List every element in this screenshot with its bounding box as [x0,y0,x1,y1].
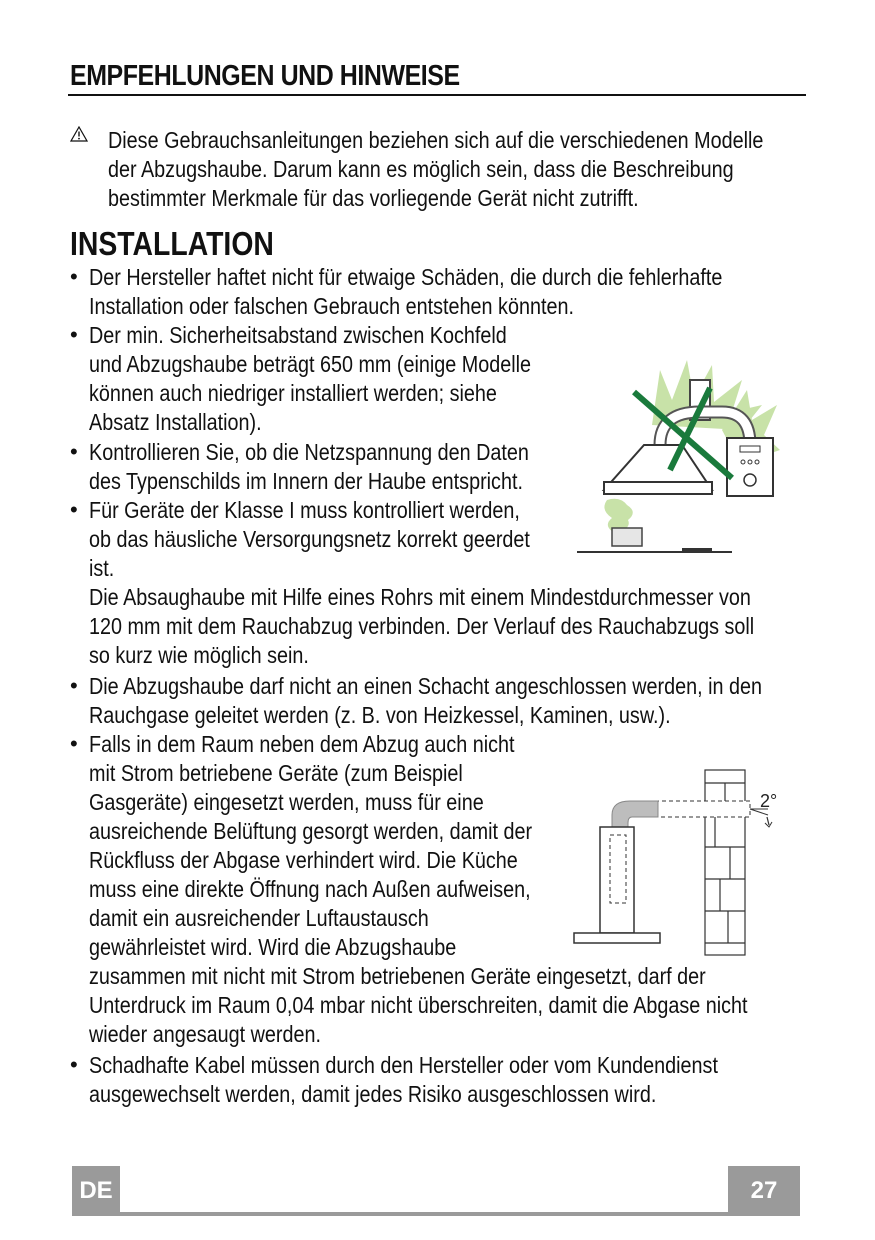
text-line: Absatz Installation). [89,409,262,435]
text-line: Rauchgase geleitet werden (z. B. von Heizkessel, Kaminen, usw.). [89,702,671,728]
bullet-marker: • [70,439,78,464]
text-line: Falls in dem Raum neben dem Abzug auch nicht [89,731,515,757]
cooking-pot [612,528,642,546]
text-line: mit Strom betriebene Geräte (zum Beispiel [89,760,463,786]
text-line: Die Abzugshaube darf nicht an einen Schacht angeschlossen werden, in den [89,673,762,699]
text-line: ausgewechselt werden, damit jedes Risiko ausgeschlossen wird. [89,1081,657,1107]
hood-base [604,482,712,494]
bullet-marker: • [70,673,78,698]
text-line: ist. [89,555,115,581]
text-line: Gasgeräte) eingesetzt werden, muss für eine [89,789,484,815]
warning-triangle-icon [70,126,88,142]
bullet-marker: • [70,322,78,347]
text-line: ausreichende Belüftung gesorgt werden, damit der [89,818,533,844]
text-line: muss eine direkte Öffnung nach Außen aufweisen, [89,876,531,902]
text-line: gewährleistet wird. Wird die Abzugshaube [89,934,457,960]
section-title-recommendations: EMPFEHLUNGEN UND HINWEISE [70,60,460,92]
text-line: so kurz wie möglich sein. [89,642,309,668]
bullet-marker: • [70,264,78,289]
text-line: 120 mm mit dem Rauchabzug verbinden. Der Verlauf des Rauchabzugs soll [89,613,755,639]
text-line: damit ein ausreichender Luftaustausch [89,905,429,931]
warning-line-1: Diese Gebrauchsanleitungen beziehen sich auf die verschiedenen Modelle [108,127,764,153]
text-line: ob das häusliche Versorgungsnetz korrekt geerdet [89,526,530,552]
brick-wall [705,770,745,955]
hood-base [574,933,660,943]
warning-line-2: der Abzugshaube. Darum kann es möglich sein, dass die Beschreibung [108,156,734,182]
wall-duct [655,801,750,817]
bullet-marker: • [70,1052,78,1077]
text-line: können auch niedriger installiert werden; siehe [89,380,497,406]
text-line: des Typenschilds im Innern der Haube entspricht. [89,468,523,494]
hood-electrical-illustration [572,350,782,560]
section-title-installation: INSTALLATION [70,225,274,262]
text-line: und Abzugshaube beträgt 650 mm (einige Modelle [89,351,532,377]
title-underline [68,94,806,96]
footer-bar [72,1212,800,1216]
duct-slope-illustration [570,765,785,960]
text-line: Der Hersteller haftet nicht für etwaige Schäden, die durch die fehlerhafte [89,264,723,290]
page-number: 27 [728,1166,800,1216]
angle-label: 2° [760,791,778,811]
text-line: zusammen mit nicht mit Strom betriebenen Geräte eingesetzt, darf der [89,963,706,989]
text-line: Unterdruck im Raum 0,04 mbar nicht überschreiten, damit die Abgase nicht [89,992,748,1018]
text-line: Kontrollieren Sie, ob die Netzspannung den Daten [89,439,529,465]
text-line: Schadhafte Kabel müssen durch den Hersteller oder vom Kundendienst [89,1052,718,1078]
hood-chimney [600,827,634,933]
bullet-marker: • [70,731,78,756]
bullet-marker: • [70,497,78,522]
language-tab: DE [72,1166,120,1216]
text-line: Der min. Sicherheitsabstand zwischen Kochfeld [89,322,507,348]
text-line: Die Absaughaube mit Hilfe eines Rohrs mit einem Mindestdurchmesser von [89,584,751,610]
text-line: Installation oder falschen Gebrauch entstehen könnten. [89,293,574,319]
text-line: Für Geräte der Klasse I muss kontrolliert werden, [89,497,520,523]
text-line: Rückfluss der Abgase verhindert wird. Die Küche [89,847,518,873]
text-line: wieder angesaugt werden. [89,1021,322,1047]
warning-line-3: bestimmter Merkmale für das vorliegende Gerät nicht zutrifft. [108,185,639,211]
